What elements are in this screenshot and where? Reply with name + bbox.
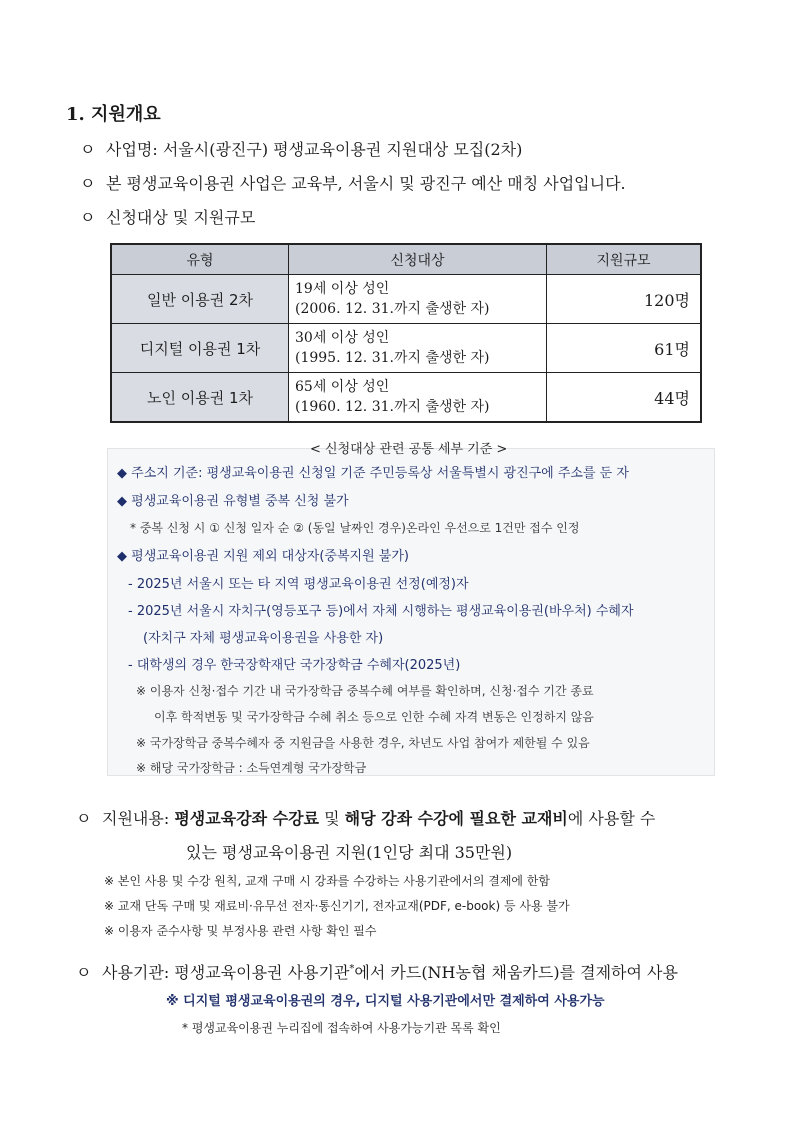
section-title: 1. 지원개요 <box>66 104 161 125</box>
table-row <box>111 275 701 324</box>
cell-type: 일반 이용권 2차 <box>111 275 289 324</box>
exclusion-item: - 2025년 서울시 자치구(영등포구 등)에서 자체 시행하는 평생교육이용권(바우처) 수혜자 <box>128 604 634 619</box>
target-birth: (1960. 12. 31.까지 출생한 자) <box>295 399 490 415</box>
overview-text: 본 평생교육이용권 사업은 교육부, 서울시 및 광진구 예산 매칭 사업입니다. <box>106 174 626 193</box>
scholarship-note: ※ 국가장학금 중복수혜자 중 지원금을 사용한 경우, 차년도 사업 참여가 제한될 수 있음 <box>136 736 590 750</box>
bullet-mark: ㅇ <box>80 140 96 159</box>
usage-institution <box>76 960 678 983</box>
usage-text-b: 에서 카드(NH농협 채움카드)를 결제하여 사용 <box>354 963 678 982</box>
support-bold-textbook: 해당 강좌 수강에 필요한 교재비 <box>344 809 568 828</box>
scholarship-note-cont: 이후 학적변동 및 국가장학금 수혜 취소 등으로 인한 수혜 자격 변동은 인정하지 않음 <box>154 710 594 724</box>
diamond-icon: ◆ <box>117 494 127 509</box>
support-suffix: 에 사용할 수 <box>567 809 656 828</box>
target-age: 19세 이상 성인 <box>295 281 390 297</box>
scholarship-note: ※ 이용자 신청·접수 기간 내 국가장학금 중복수혜 여부를 확인하며, 신청·접수 기간 종료 <box>136 684 594 698</box>
cell-scale: 120명 <box>547 275 702 324</box>
overview-item-target <box>80 205 255 228</box>
bullet-mark: ㅇ <box>80 208 96 227</box>
diamond-icon: ◆ <box>117 466 127 481</box>
overview-item-project-name <box>80 137 522 160</box>
target-birth: (1995. 12. 31.까지 출생한 자) <box>295 350 490 366</box>
overview-item-funding <box>80 171 626 194</box>
header-type: 유형 <box>111 244 289 275</box>
support-mid: 및 <box>319 809 345 828</box>
criteria-text: 평생교육이용권 지원 제외 대상자(중복지원 불가) <box>131 549 409 564</box>
support-bold-tuition: 평생교육강좌 수강료 <box>174 809 319 828</box>
criteria-duplicate <box>117 490 349 509</box>
usage-star: * <box>349 963 355 975</box>
table-row <box>111 324 701 373</box>
criteria-text: 평생교육이용권 유형별 중복 신청 불가 <box>131 494 349 509</box>
bullet-mark: ㅇ <box>76 963 92 982</box>
cell-type: 디지털 이용권 1차 <box>111 324 289 373</box>
criteria-exclusion <box>117 545 409 564</box>
support-content-cont: 있는 평생교육이용권 지원(1인당 최대 35만원) <box>186 843 513 862</box>
bullet-mark: ㅇ <box>80 174 96 193</box>
target-age: 30세 이상 성인 <box>295 330 390 346</box>
support-note: ※ 이용자 준수사항 및 부정사용 관련 사항 확인 필수 <box>104 924 377 938</box>
cell-target <box>289 373 547 423</box>
cell-scale: 44명 <box>547 373 702 423</box>
cell-target <box>289 324 547 373</box>
common-criteria-title: < 신청대상 관련 공통 세부 기준 > <box>310 442 508 457</box>
support-content <box>76 806 655 829</box>
target-age: 65세 이상 성인 <box>295 379 390 395</box>
cell-target <box>289 275 547 324</box>
usage-text-a: 사용기관: 평생교육이용권 사용기관 <box>102 963 350 982</box>
scholarship-note: ※ 해당 국가장학금 : 소득연계형 국가장학금 <box>136 761 367 775</box>
support-scale-table <box>110 243 702 423</box>
exclusion-item: - 2025년 서울시 또는 타 지역 평생교육이용권 선정(예정)자 <box>128 577 469 592</box>
header-scale: 지원규모 <box>547 244 702 275</box>
header-target: 신청대상 <box>289 244 547 275</box>
criteria-duplicate-note: * 중복 신청 시 ① 신청 일자 순 ② (동일 날짜인 경우)온라인 우선으로 1건만 접수 인정 <box>130 521 580 535</box>
table-header-row <box>111 244 701 275</box>
support-note: ※ 교재 단독 구매 및 재료비·유무선 전자·통신기기, 전자교재(PDF, e-book) 등 사용 불가 <box>104 899 570 913</box>
usage-footnote: * 평생교육이용권 누리집에 접속하여 사용가능기관 목록 확인 <box>182 1021 501 1035</box>
overview-text: 사업명: 서울시(광진구) 평생교육이용권 지원대상 모집(2차) <box>106 140 523 159</box>
support-note: ※ 본인 사용 및 수강 원칙, 교재 구매 시 강좌를 수강하는 사용기관에서의 결제에 한함 <box>104 874 550 888</box>
table-row <box>111 373 701 423</box>
cell-scale: 61명 <box>547 324 702 373</box>
exclusion-item-cont: (자치구 자체 평생교육이용권을 사용한 자) <box>143 631 384 646</box>
bullet-mark: ㅇ <box>76 809 92 828</box>
cell-type: 노인 이용권 1차 <box>111 373 289 423</box>
usage-digital-note: ※ 디지털 평생교육이용권의 경우, 디지털 사용기관에서만 결제하여 사용가능 <box>166 994 605 1009</box>
overview-text: 신청대상 및 지원규모 <box>106 208 256 227</box>
criteria-text: 주소지 기준: 평생교육이용권 신청일 기준 주민등록상 서울특별시 광진구에 주소를 둔 자 <box>131 466 629 481</box>
criteria-address <box>117 462 629 481</box>
diamond-icon: ◆ <box>117 549 127 564</box>
exclusion-item: - 대학생의 경우 한국장학재단 국가장학금 수혜자(2025년) <box>128 658 461 673</box>
support-prefix: 지원내용: <box>102 809 175 828</box>
target-birth: (2006. 12. 31.까지 출생한 자) <box>295 301 490 317</box>
